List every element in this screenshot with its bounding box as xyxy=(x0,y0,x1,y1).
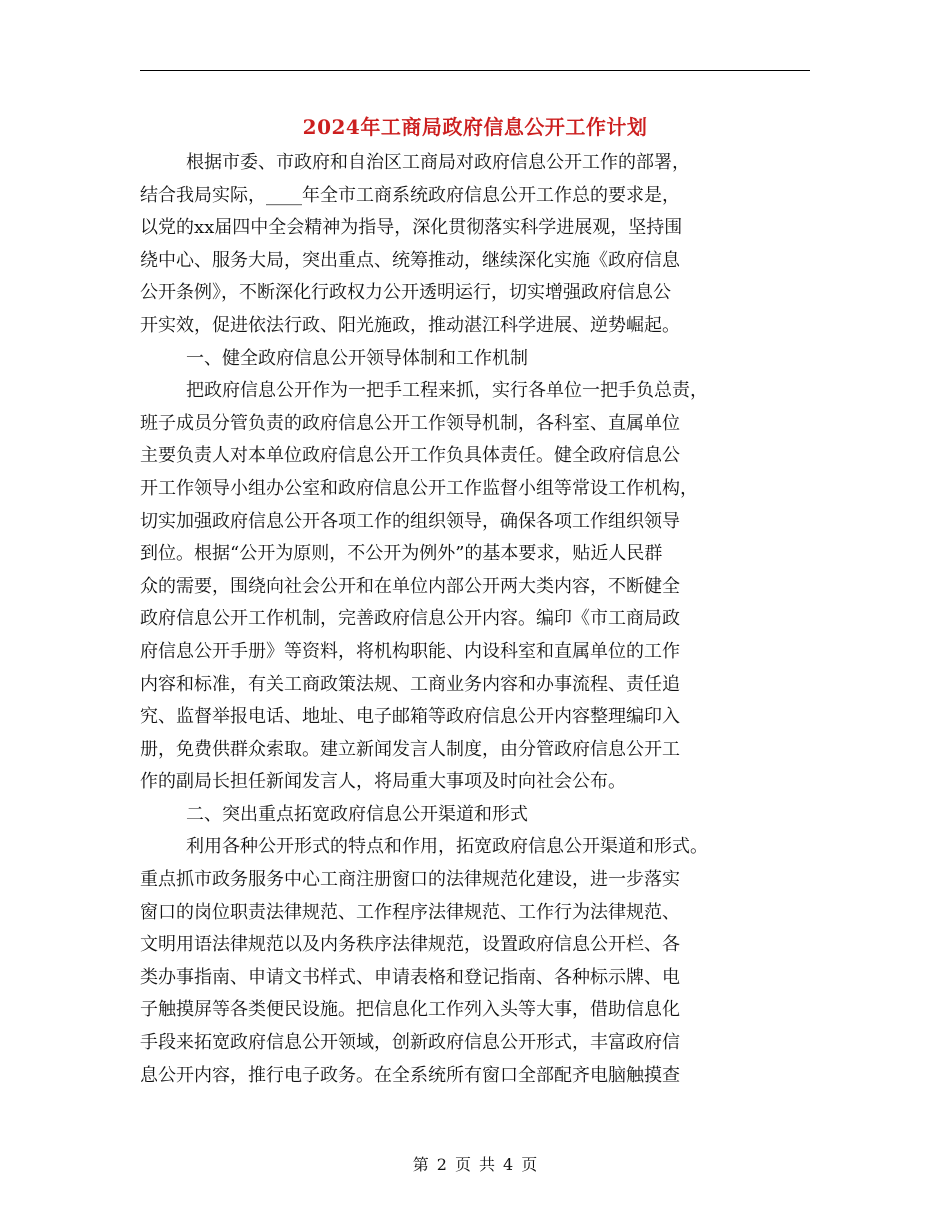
footer-prefix: 第 xyxy=(412,1155,429,1174)
paragraph-line: 重点抓市政务服务中心工商注册窗口的法律规范化建设，进一步落实 xyxy=(140,869,680,891)
paragraph-line: 册，免费供群众索取。建立新闻发言人制度，由分管政府信息公开工 xyxy=(140,738,680,760)
paragraph-line: 公开条例》，不断深化行政权力公开透明运行，切实增强政府信息公 xyxy=(140,282,671,304)
paragraph-line: 把政府信息公开作为一把手工程来抓，实行各单位一把手负总责， xyxy=(186,380,708,402)
paragraph-line: 开实效，促进依法行政、阳光施政，推动湛江科学进展、逆势崛起。 xyxy=(140,314,680,336)
paragraph-line: 内容和标准，有关工商政策法规、工商业务内容和办事流程、责任追 xyxy=(140,673,680,695)
document-body xyxy=(140,147,810,1092)
paragraph-line: 结合我局实际，____年全市工商系统政府信息公开工作总的要求是， xyxy=(140,184,680,206)
header-rule xyxy=(140,70,810,71)
paragraph-line: 文明用语法律规范以及内务秩序法律规范，设置政府信息公开栏、各 xyxy=(140,934,680,956)
section-heading: 一、健全政府信息公开领导体制和工作机制 xyxy=(186,347,528,369)
paragraph-line: 到位。根据“公开为原则，不公开为例外”的基本要求，贴近人民群 xyxy=(140,543,663,565)
footer-total-pages: 4 xyxy=(503,1155,514,1174)
paragraph-line: 根据市委、市政府和自治区工商局对政府信息公开工作的部署， xyxy=(186,152,690,173)
paragraph-line: 息公开内容，推行电子政务。在全系统所有窗口全部配齐电脑触摸查 xyxy=(140,1064,680,1086)
document-title: 2024年工商局政府信息公开工作计划 xyxy=(302,115,648,139)
paragraph-line: 府信息公开手册》等资料，将机构职能、内设科室和直属单位的工作 xyxy=(140,640,680,662)
paragraph-line: 绕中心、服务大局，突出重点、统筹推动，继续深化实施《政府信息 xyxy=(140,249,680,271)
footer-page-label: 页 xyxy=(454,1155,471,1174)
paragraph-line: 作的副局长担任新闻发言人，将局重大事项及时向社会公布。 xyxy=(140,771,626,793)
footer-current-page: 2 xyxy=(436,1155,447,1174)
paragraph-line: 开工作领导小组办公室和政府信息公开工作监督小组等常设工作机构， xyxy=(140,477,698,499)
paragraph-line: 班子成员分管负责的政府信息公开工作领导机制，各科室、直属单位 xyxy=(140,412,680,434)
footer-total-label: 共 xyxy=(479,1155,496,1174)
paragraph-line: 以党的xx届四中全会精神为指导，深化贯彻落实科学进展观，坚持围 xyxy=(140,217,683,239)
paragraph-line: 切实加强政府信息公开各项工作的组织领导，确保各项工作组织领导 xyxy=(140,510,680,532)
paragraph-line: 究、监督举报电话、地址、电子邮箱等政府信息公开内容整理编印入 xyxy=(140,706,680,728)
paragraph-line: 子触摸屏等各类便民设施。把信息化工作列入头等大事，借助信息化 xyxy=(140,999,680,1021)
paragraph-line: 利用各种公开形式的特点和作用，拓宽政府信息公开渠道和形式。 xyxy=(186,836,708,858)
paragraph-line: 窗口的岗位职责法律规范、工作程序法律规范、工作行为法律规范、 xyxy=(140,901,680,923)
paragraph-line: 手段来拓宽政府信息公开领域，创新政府信息公开形式，丰富政府信 xyxy=(140,1032,680,1054)
paragraph-line: 政府信息公开工作机制，完善政府信息公开内容。编印《市工商局政 xyxy=(140,608,680,630)
page-footer xyxy=(0,1153,950,1177)
section-heading: 二、突出重点拓宽政府信息公开渠道和形式 xyxy=(186,803,528,825)
paragraph-line: 类办事指南、申请文书样式、申请表格和登记指南、各种标示牌、电 xyxy=(140,966,680,988)
paragraph-line: 主要负责人对本单位政府信息公开工作负具体责任。健全政府信息公 xyxy=(140,445,680,467)
footer-suffix: 页 xyxy=(521,1155,538,1174)
paragraph-line: 众的需要，围绕向社会公开和在单位内部公开两大类内容，不断健全 xyxy=(140,575,680,597)
